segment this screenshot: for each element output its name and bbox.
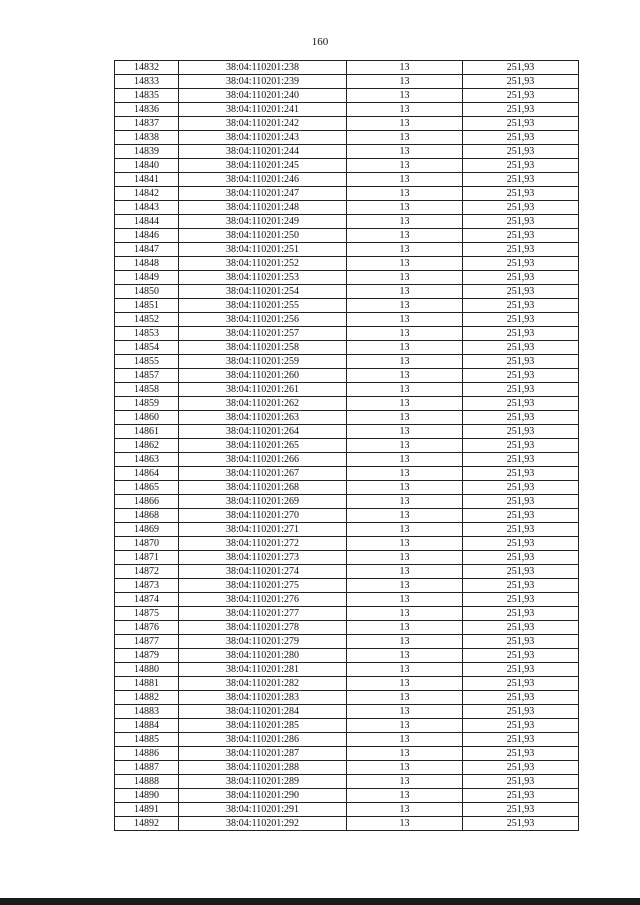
- record-number-cell: 14872: [115, 565, 179, 579]
- record-number-cell: 14837: [115, 117, 179, 131]
- quantity-cell: 13: [347, 733, 463, 747]
- table-row: [115, 299, 579, 313]
- record-number-cell: 14848: [115, 257, 179, 271]
- value-cell: 251,93: [463, 551, 579, 565]
- quantity-cell: 13: [347, 131, 463, 145]
- quantity-cell: 13: [347, 579, 463, 593]
- table-row: [115, 271, 579, 285]
- quantity-cell: 13: [347, 593, 463, 607]
- value-cell: 251,93: [463, 453, 579, 467]
- value-cell: 251,93: [463, 285, 579, 299]
- quantity-cell: 13: [347, 397, 463, 411]
- value-cell: 251,93: [463, 173, 579, 187]
- cadastral-number-cell: 38:04:110201:271: [179, 523, 347, 537]
- value-cell: 251,93: [463, 89, 579, 103]
- value-cell: 251,93: [463, 355, 579, 369]
- cadastral-number-cell: 38:04:110201:243: [179, 131, 347, 145]
- quantity-cell: 13: [347, 565, 463, 579]
- quantity-cell: 13: [347, 719, 463, 733]
- record-number-cell: 14880: [115, 663, 179, 677]
- quantity-cell: 13: [347, 621, 463, 635]
- record-number-cell: 14852: [115, 313, 179, 327]
- cadastral-number-cell: 38:04:110201:241: [179, 103, 347, 117]
- record-number-cell: 14868: [115, 509, 179, 523]
- cadastral-number-cell: 38:04:110201:242: [179, 117, 347, 131]
- cadastral-number-cell: 38:04:110201:289: [179, 775, 347, 789]
- cadastral-number-cell: 38:04:110201:280: [179, 649, 347, 663]
- value-cell: 251,93: [463, 159, 579, 173]
- value-cell: 251,93: [463, 523, 579, 537]
- value-cell: 251,93: [463, 131, 579, 145]
- cadastral-number-cell: 38:04:110201:279: [179, 635, 347, 649]
- value-cell: 251,93: [463, 201, 579, 215]
- record-number-cell: 14890: [115, 789, 179, 803]
- table-row: [115, 537, 579, 551]
- record-number-cell: 14883: [115, 705, 179, 719]
- scan-bottom-edge: [0, 898, 640, 905]
- value-cell: 251,93: [463, 719, 579, 733]
- record-number-cell: 14849: [115, 271, 179, 285]
- table-row: [115, 481, 579, 495]
- table-row: [115, 509, 579, 523]
- quantity-cell: 13: [347, 467, 463, 481]
- record-number-cell: 14881: [115, 677, 179, 691]
- cadastral-number-cell: 38:04:110201:261: [179, 383, 347, 397]
- record-number-cell: 14892: [115, 817, 179, 831]
- table-row: [115, 719, 579, 733]
- table-row: [115, 425, 579, 439]
- value-cell: 251,93: [463, 635, 579, 649]
- value-cell: 251,93: [463, 341, 579, 355]
- table-row: [115, 131, 579, 145]
- cadastral-number-cell: 38:04:110201:291: [179, 803, 347, 817]
- cadastral-number-cell: 38:04:110201:265: [179, 439, 347, 453]
- cadastral-number-cell: 38:04:110201:255: [179, 299, 347, 313]
- cadastral-number-cell: 38:04:110201:259: [179, 355, 347, 369]
- value-cell: 251,93: [463, 817, 579, 831]
- table-row: [115, 803, 579, 817]
- quantity-cell: 13: [347, 803, 463, 817]
- value-cell: 251,93: [463, 663, 579, 677]
- table-row: [115, 607, 579, 621]
- cadastral-number-cell: 38:04:110201:277: [179, 607, 347, 621]
- table-row: [115, 579, 579, 593]
- cadastral-number-cell: 38:04:110201:260: [179, 369, 347, 383]
- table-row: [115, 439, 579, 453]
- quantity-cell: 13: [347, 439, 463, 453]
- value-cell: 251,93: [463, 607, 579, 621]
- record-number-cell: 14850: [115, 285, 179, 299]
- value-cell: 251,93: [463, 621, 579, 635]
- table-row: [115, 187, 579, 201]
- quantity-cell: 13: [347, 89, 463, 103]
- table-row: [115, 355, 579, 369]
- cadastral-number-cell: 38:04:110201:268: [179, 481, 347, 495]
- table-row: [115, 201, 579, 215]
- value-cell: 251,93: [463, 439, 579, 453]
- value-cell: 251,93: [463, 705, 579, 719]
- cadastral-number-cell: 38:04:110201:269: [179, 495, 347, 509]
- quantity-cell: 13: [347, 495, 463, 509]
- record-number-cell: 14877: [115, 635, 179, 649]
- record-number-cell: 14836: [115, 103, 179, 117]
- value-cell: 251,93: [463, 103, 579, 117]
- cadastral-number-cell: 38:04:110201:258: [179, 341, 347, 355]
- record-number-cell: 14833: [115, 75, 179, 89]
- record-number-cell: 14859: [115, 397, 179, 411]
- cadastral-number-cell: 38:04:110201:250: [179, 229, 347, 243]
- quantity-cell: 13: [347, 299, 463, 313]
- cadastral-number-cell: 38:04:110201:251: [179, 243, 347, 257]
- table-row: [115, 467, 579, 481]
- cadastral-number-cell: 38:04:110201:244: [179, 145, 347, 159]
- cadastral-number-cell: 38:04:110201:253: [179, 271, 347, 285]
- quantity-cell: 13: [347, 173, 463, 187]
- table-row: [115, 789, 579, 803]
- value-cell: 251,93: [463, 187, 579, 201]
- cadastral-number-cell: 38:04:110201:283: [179, 691, 347, 705]
- cadastral-number-cell: 38:04:110201:245: [179, 159, 347, 173]
- record-number-cell: 14873: [115, 579, 179, 593]
- record-number-cell: 14835: [115, 89, 179, 103]
- table-row: [115, 89, 579, 103]
- quantity-cell: 13: [347, 649, 463, 663]
- value-cell: 251,93: [463, 509, 579, 523]
- record-number-cell: 14838: [115, 131, 179, 145]
- quantity-cell: 13: [347, 691, 463, 705]
- record-number-cell: 14866: [115, 495, 179, 509]
- record-number-cell: 14875: [115, 607, 179, 621]
- value-cell: 251,93: [463, 61, 579, 75]
- record-number-cell: 14891: [115, 803, 179, 817]
- record-number-cell: 14860: [115, 411, 179, 425]
- quantity-cell: 13: [347, 747, 463, 761]
- record-number-cell: 14855: [115, 355, 179, 369]
- cadastral-number-cell: 38:04:110201:281: [179, 663, 347, 677]
- table-row: [115, 593, 579, 607]
- value-cell: 251,93: [463, 425, 579, 439]
- table-row: [115, 761, 579, 775]
- cadastral-number-cell: 38:04:110201:286: [179, 733, 347, 747]
- quantity-cell: 13: [347, 145, 463, 159]
- quantity-cell: 13: [347, 341, 463, 355]
- quantity-cell: 13: [347, 663, 463, 677]
- table-row: [115, 635, 579, 649]
- table-row: [115, 733, 579, 747]
- table-row: [115, 145, 579, 159]
- quantity-cell: 13: [347, 369, 463, 383]
- table-row: [115, 341, 579, 355]
- cadastral-table: [114, 60, 579, 831]
- quantity-cell: 13: [347, 789, 463, 803]
- table-row: [115, 621, 579, 635]
- quantity-cell: 13: [347, 677, 463, 691]
- cadastral-number-cell: 38:04:110201:273: [179, 551, 347, 565]
- cadastral-number-cell: 38:04:110201:272: [179, 537, 347, 551]
- cadastral-number-cell: 38:04:110201:240: [179, 89, 347, 103]
- table-row: [115, 565, 579, 579]
- cadastral-number-cell: 38:04:110201:256: [179, 313, 347, 327]
- value-cell: 251,93: [463, 369, 579, 383]
- value-cell: 251,93: [463, 313, 579, 327]
- record-number-cell: 14888: [115, 775, 179, 789]
- quantity-cell: 13: [347, 61, 463, 75]
- value-cell: 251,93: [463, 565, 579, 579]
- cadastral-number-cell: 38:04:110201:287: [179, 747, 347, 761]
- cadastral-number-cell: 38:04:110201:263: [179, 411, 347, 425]
- quantity-cell: 13: [347, 117, 463, 131]
- quantity-cell: 13: [347, 761, 463, 775]
- value-cell: 251,93: [463, 117, 579, 131]
- table-row: [115, 327, 579, 341]
- value-cell: 251,93: [463, 649, 579, 663]
- cadastral-number-cell: 38:04:110201:282: [179, 677, 347, 691]
- table-row: [115, 159, 579, 173]
- cadastral-number-cell: 38:04:110201:275: [179, 579, 347, 593]
- cadastral-number-cell: 38:04:110201:288: [179, 761, 347, 775]
- quantity-cell: 13: [347, 817, 463, 831]
- record-number-cell: 14864: [115, 467, 179, 481]
- table-row: [115, 397, 579, 411]
- cadastral-number-cell: 38:04:110201:264: [179, 425, 347, 439]
- table-row: [115, 705, 579, 719]
- table-row: [115, 663, 579, 677]
- value-cell: 251,93: [463, 383, 579, 397]
- cadastral-number-cell: 38:04:110201:257: [179, 327, 347, 341]
- cadastral-number-cell: 38:04:110201:247: [179, 187, 347, 201]
- table-row: [115, 453, 579, 467]
- value-cell: 251,93: [463, 495, 579, 509]
- record-number-cell: 14846: [115, 229, 179, 243]
- table-row: [115, 411, 579, 425]
- quantity-cell: 13: [347, 103, 463, 117]
- quantity-cell: 13: [347, 537, 463, 551]
- cadastral-number-cell: 38:04:110201:248: [179, 201, 347, 215]
- cadastral-number-cell: 38:04:110201:252: [179, 257, 347, 271]
- cadastral-number-cell: 38:04:110201:276: [179, 593, 347, 607]
- record-number-cell: 14861: [115, 425, 179, 439]
- quantity-cell: 13: [347, 243, 463, 257]
- value-cell: 251,93: [463, 397, 579, 411]
- page-number: 160: [311, 36, 329, 48]
- cadastral-number-cell: 38:04:110201:262: [179, 397, 347, 411]
- table-row: [115, 551, 579, 565]
- quantity-cell: 13: [347, 271, 463, 285]
- value-cell: 251,93: [463, 761, 579, 775]
- record-number-cell: 14847: [115, 243, 179, 257]
- quantity-cell: 13: [347, 285, 463, 299]
- quantity-cell: 13: [347, 383, 463, 397]
- quantity-cell: 13: [347, 327, 463, 341]
- cadastral-number-cell: 38:04:110201:270: [179, 509, 347, 523]
- table-row: [115, 229, 579, 243]
- quantity-cell: 13: [347, 523, 463, 537]
- value-cell: 251,93: [463, 271, 579, 285]
- record-number-cell: 14839: [115, 145, 179, 159]
- record-number-cell: 14885: [115, 733, 179, 747]
- record-number-cell: 14874: [115, 593, 179, 607]
- table-row: [115, 243, 579, 257]
- cadastral-number-cell: 38:04:110201:249: [179, 215, 347, 229]
- record-number-cell: 14841: [115, 173, 179, 187]
- quantity-cell: 13: [347, 607, 463, 621]
- table-row: [115, 117, 579, 131]
- record-number-cell: 14887: [115, 761, 179, 775]
- value-cell: 251,93: [463, 229, 579, 243]
- table-row: [115, 383, 579, 397]
- value-cell: 251,93: [463, 327, 579, 341]
- quantity-cell: 13: [347, 775, 463, 789]
- cadastral-number-cell: 38:04:110201:274: [179, 565, 347, 579]
- quantity-cell: 13: [347, 481, 463, 495]
- record-number-cell: 14853: [115, 327, 179, 341]
- value-cell: 251,93: [463, 243, 579, 257]
- quantity-cell: 13: [347, 313, 463, 327]
- record-number-cell: 14863: [115, 453, 179, 467]
- quantity-cell: 13: [347, 425, 463, 439]
- quantity-cell: 13: [347, 509, 463, 523]
- quantity-cell: 13: [347, 159, 463, 173]
- quantity-cell: 13: [347, 229, 463, 243]
- cadastral-number-cell: 38:04:110201:267: [179, 467, 347, 481]
- quantity-cell: 13: [347, 705, 463, 719]
- cadastral-number-cell: 38:04:110201:285: [179, 719, 347, 733]
- value-cell: 251,93: [463, 299, 579, 313]
- record-number-cell: 14840: [115, 159, 179, 173]
- value-cell: 251,93: [463, 481, 579, 495]
- cadastral-number-cell: 38:04:110201:292: [179, 817, 347, 831]
- table-row: [115, 61, 579, 75]
- record-number-cell: 14865: [115, 481, 179, 495]
- value-cell: 251,93: [463, 257, 579, 271]
- record-number-cell: 14858: [115, 383, 179, 397]
- cadastral-number-cell: 38:04:110201:239: [179, 75, 347, 89]
- table-row: [115, 817, 579, 831]
- table-row: [115, 215, 579, 229]
- table-row: [115, 173, 579, 187]
- cadastral-number-cell: 38:04:110201:246: [179, 173, 347, 187]
- cadastral-number-cell: 38:04:110201:266: [179, 453, 347, 467]
- record-number-cell: 14871: [115, 551, 179, 565]
- value-cell: 251,93: [463, 733, 579, 747]
- cadastral-number-cell: 38:04:110201:290: [179, 789, 347, 803]
- record-number-cell: 14882: [115, 691, 179, 705]
- value-cell: 251,93: [463, 467, 579, 481]
- record-number-cell: 14876: [115, 621, 179, 635]
- table-row: [115, 691, 579, 705]
- value-cell: 251,93: [463, 691, 579, 705]
- record-number-cell: 14870: [115, 537, 179, 551]
- record-number-cell: 14842: [115, 187, 179, 201]
- value-cell: 251,93: [463, 747, 579, 761]
- table-row: [115, 495, 579, 509]
- quantity-cell: 13: [347, 187, 463, 201]
- value-cell: 251,93: [463, 775, 579, 789]
- cadastral-number-cell: 38:04:110201:278: [179, 621, 347, 635]
- table-row: [115, 523, 579, 537]
- quantity-cell: 13: [347, 355, 463, 369]
- value-cell: 251,93: [463, 789, 579, 803]
- quantity-cell: 13: [347, 215, 463, 229]
- table-row: [115, 75, 579, 89]
- record-number-cell: 14862: [115, 439, 179, 453]
- table-body: [115, 61, 579, 831]
- table-row: [115, 649, 579, 663]
- table-row: [115, 103, 579, 117]
- table-row: [115, 257, 579, 271]
- record-number-cell: 14857: [115, 369, 179, 383]
- value-cell: 251,93: [463, 215, 579, 229]
- cadastral-number-cell: 38:04:110201:254: [179, 285, 347, 299]
- record-number-cell: 14851: [115, 299, 179, 313]
- value-cell: 251,93: [463, 579, 579, 593]
- value-cell: 251,93: [463, 145, 579, 159]
- table-row: [115, 369, 579, 383]
- record-number-cell: 14884: [115, 719, 179, 733]
- table-row: [115, 747, 579, 761]
- table-row: [115, 677, 579, 691]
- quantity-cell: 13: [347, 453, 463, 467]
- record-number-cell: 14844: [115, 215, 179, 229]
- record-number-cell: 14843: [115, 201, 179, 215]
- quantity-cell: 13: [347, 75, 463, 89]
- cadastral-number-cell: 38:04:110201:284: [179, 705, 347, 719]
- table-row: [115, 775, 579, 789]
- record-number-cell: 14879: [115, 649, 179, 663]
- value-cell: 251,93: [463, 411, 579, 425]
- table-row: [115, 285, 579, 299]
- quantity-cell: 13: [347, 635, 463, 649]
- value-cell: 251,93: [463, 803, 579, 817]
- value-cell: 251,93: [463, 593, 579, 607]
- record-number-cell: 14869: [115, 523, 179, 537]
- quantity-cell: 13: [347, 257, 463, 271]
- table-row: [115, 313, 579, 327]
- record-number-cell: 14832: [115, 61, 179, 75]
- record-number-cell: 14854: [115, 341, 179, 355]
- quantity-cell: 13: [347, 551, 463, 565]
- quantity-cell: 13: [347, 201, 463, 215]
- value-cell: 251,93: [463, 537, 579, 551]
- record-number-cell: 14886: [115, 747, 179, 761]
- value-cell: 251,93: [463, 75, 579, 89]
- quantity-cell: 13: [347, 411, 463, 425]
- cadastral-number-cell: 38:04:110201:238: [179, 61, 347, 75]
- value-cell: 251,93: [463, 677, 579, 691]
